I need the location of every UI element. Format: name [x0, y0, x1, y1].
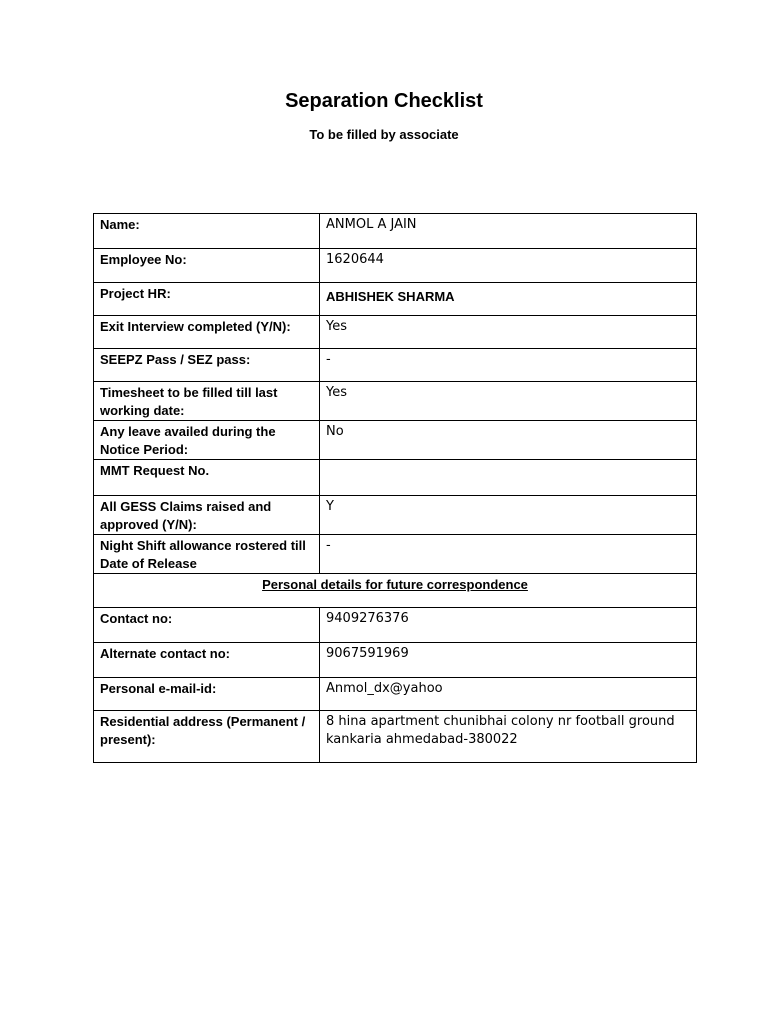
- row-label: Personal e-mail-id:: [94, 678, 320, 711]
- table-row: [94, 316, 697, 349]
- table-row: [94, 249, 697, 283]
- section-heading-row: [94, 574, 697, 608]
- row-label: Exit Interview completed (Y/N):: [94, 316, 320, 349]
- table-row: [94, 711, 697, 763]
- row-value: [320, 460, 697, 496]
- table-row: [94, 535, 697, 574]
- row-value: Yes: [320, 382, 697, 421]
- table-row: [94, 349, 697, 382]
- row-label: Night Shift allowance rostered till Date of Release: [94, 535, 320, 574]
- row-value: -: [320, 535, 697, 574]
- row-label: Timesheet to be filled till last working date:: [94, 382, 320, 421]
- row-label: Residential address (Permanent / present):: [94, 711, 320, 763]
- table-row: [94, 678, 697, 711]
- row-label: MMT Request No.: [94, 460, 320, 496]
- row-label: Any leave availed during the Notice Period:: [94, 421, 320, 460]
- row-value: 9409276376: [320, 608, 697, 643]
- row-value: -: [320, 349, 697, 382]
- row-label: Employee No:: [94, 249, 320, 283]
- page-subtitle: To be filled by associate: [309, 127, 459, 142]
- table-row: [94, 214, 697, 249]
- section-heading: Personal details for future correspondence: [94, 574, 697, 608]
- row-value: Yes: [320, 316, 697, 349]
- table-row: [94, 496, 697, 535]
- row-label: Name:: [94, 214, 320, 249]
- row-label: Alternate contact no:: [94, 643, 320, 678]
- page-title: Separation Checklist: [285, 90, 483, 112]
- table-row: [94, 643, 697, 678]
- row-value: No: [320, 421, 697, 460]
- row-label: All GESS Claims raised and approved (Y/N):: [94, 496, 320, 535]
- row-value: ABHISHEK SHARMA: [320, 283, 697, 316]
- row-label: Project HR:: [94, 283, 320, 316]
- row-label: SEEPZ Pass / SEZ pass:: [94, 349, 320, 382]
- table-row: [94, 283, 697, 316]
- table-row: [94, 382, 697, 421]
- row-value: Anmol_dx@yahoo: [320, 678, 697, 711]
- table-row: [94, 460, 697, 496]
- row-value: 9067591969: [320, 643, 697, 678]
- row-value: 1620644: [320, 249, 697, 283]
- table-row: [94, 608, 697, 643]
- row-value: Y: [320, 496, 697, 535]
- table-row: [94, 421, 697, 460]
- row-label: Contact no:: [94, 608, 320, 643]
- checklist-table: [93, 213, 697, 763]
- row-value: 8 hina apartment chunibhai colony nr football ground kankaria ahmedabad-380022: [320, 711, 697, 763]
- row-value: ANMOL A JAIN: [320, 214, 697, 249]
